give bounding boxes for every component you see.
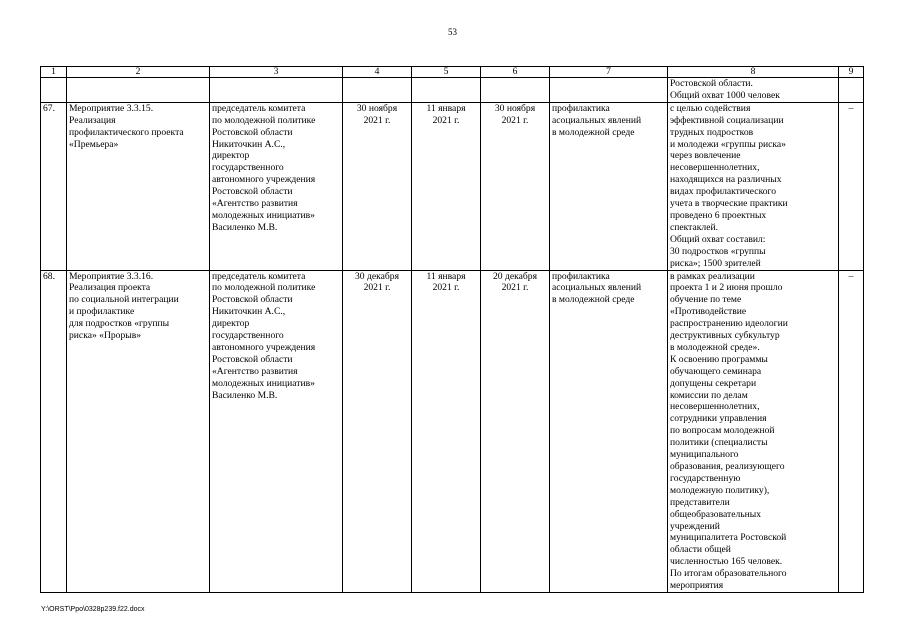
result-cell: с целью содействия эффективной социализации трудных подростков и молодежи «группы риска» через вовлечение несовершеннолетних, находящихся на различных видах профилактического учета в творческие практики проведено 6 проектных спектаклей. Общий охват составил: 30 подростков «группы риска»; 1500 зрителей (668, 102, 839, 270)
responsible-cell (210, 78, 343, 103)
table-row (41, 270, 864, 592)
purpose-cell (550, 78, 668, 103)
responsible-cell: председатель комитета по молодежной политике Ростовской области Никиточкин А.С., директор государственного автономного учреждения Ростовской области «Агентство развития молодежных инициатив» Василенко М.В. (210, 102, 343, 270)
purpose-cell: профилактика асоциальных явлений в молодежной среде (550, 102, 668, 270)
date-cell (343, 78, 412, 103)
note-cell: – (839, 102, 864, 270)
end-date: 30 ноября 2021 г. (481, 102, 550, 270)
row-num-cell: 67. (41, 102, 67, 270)
event-cell (67, 78, 210, 103)
date-cell (412, 78, 481, 103)
result-cell: Ростовской области. Общий охват 1000 человек (668, 78, 839, 103)
result-cell: в рамках реализации проекта 1 и 2 июня прошло обучение по теме «Противодействие распространению идеологии деструктивных субкультур в молодежной среде». К освоению программы обучающего семинара допущены секретари комиссии по делам несовершеннолетних, сотрудники управления по вопросам молодежной политики (специалисты муниципального образования, реализующего государственную молодежную политику), представители общеобразовательных учреждений муниципалитета Ростовской области общей численностью 165 человек. По итогам образовательного мероприятия (668, 270, 839, 592)
column-number: 5 (412, 67, 481, 78)
column-number: 1 (41, 67, 67, 78)
report-table (40, 66, 864, 593)
note-cell (839, 78, 864, 103)
planned-start-date: 30 декабря 2021 г. (343, 270, 412, 592)
file-path-footer: Y:\ORST\Ppo\0328p239.f22.docx (41, 606, 145, 613)
event-cell: Мероприятие 3.3.15. Реализация профилактического проекта «Премьера» (67, 102, 210, 270)
end-date: 20 декабря 2021 г. (481, 270, 550, 592)
continuation-row (41, 78, 864, 103)
column-number: 3 (210, 67, 343, 78)
responsible-cell: председатель комитета по молодежной политике Ростовской области Никиточкин А.С., директор государственного автономного учреждения Ростовской области «Агентство развития молодежных инициатив» Василенко М.В. (210, 270, 343, 592)
column-number-row (41, 67, 864, 78)
date-cell (481, 78, 550, 103)
event-cell: Мероприятие 3.3.16. Реализация проекта по социальной интеграции и профилактике для подростков «группы риска» «Прорыв» (67, 270, 210, 592)
planned-start-date: 30 ноября 2021 г. (343, 102, 412, 270)
column-number: 7 (550, 67, 668, 78)
page-number: 53 (448, 27, 457, 37)
row-num-cell (41, 78, 67, 103)
column-number: 6 (481, 67, 550, 78)
column-number: 2 (67, 67, 210, 78)
column-number: 4 (343, 67, 412, 78)
actual-start-date: 11 января 2021 г. (412, 270, 481, 592)
purpose-cell: профилактика асоциальных явлений в молодежной среде (550, 270, 668, 592)
column-number: 8 (668, 67, 839, 78)
actual-start-date: 11 января 2021 г. (412, 102, 481, 270)
note-cell: – (839, 270, 864, 592)
column-number: 9 (839, 67, 864, 78)
row-num-cell: 68. (41, 270, 67, 592)
table-row (41, 102, 864, 270)
